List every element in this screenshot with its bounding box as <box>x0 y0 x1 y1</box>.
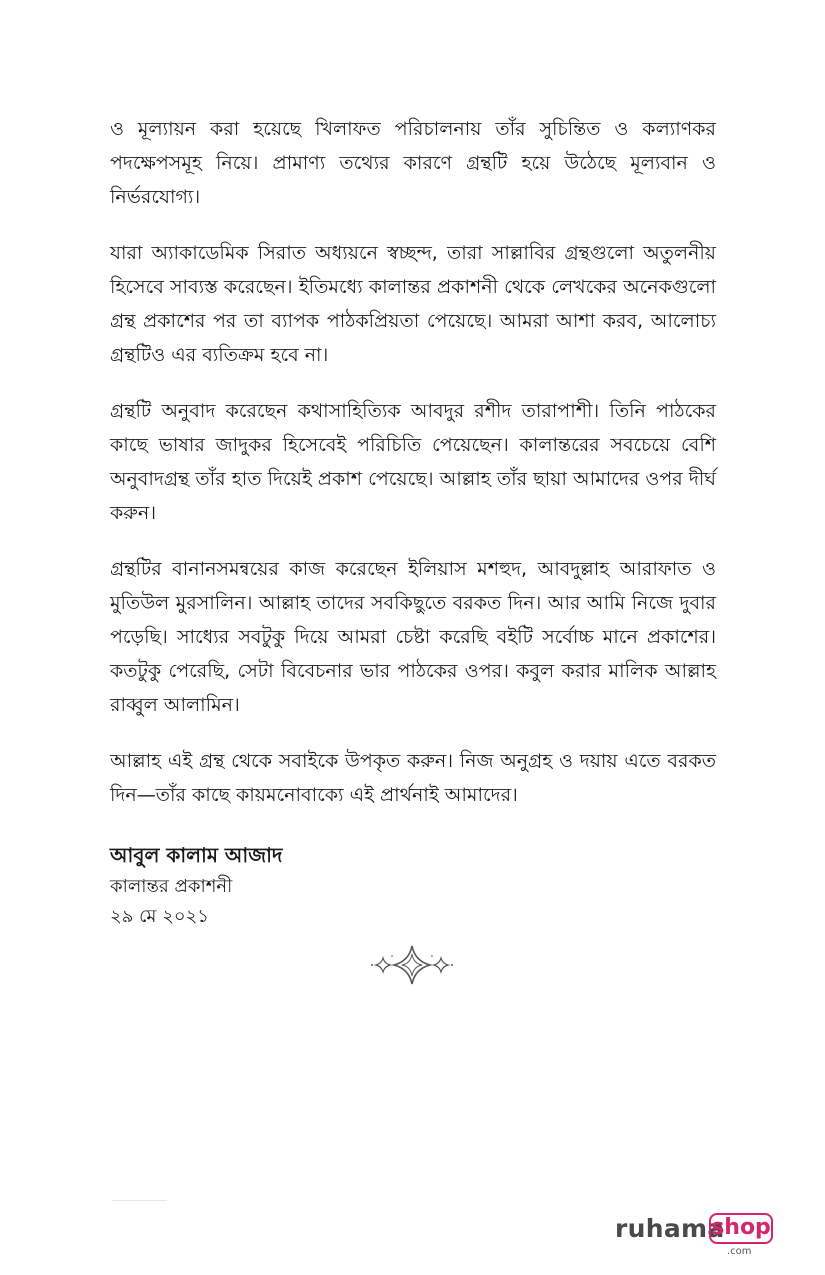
page-body <box>110 112 716 932</box>
paragraph-2: যারা অ্যাকাডেমিক সিরাত অধ্যয়নে স্বচ্ছন্দ, তারা সাল্লাবির গ্রন্থগুলো অতুলনীয় হিসেবে সাব্যস্ত করেছেন। ইতিমধ্যে কালান্তর প্রকাশনী থেকে লেখকের অনেকগুলো গ্রন্থ প্রকাশের পর তা ব্যাপক পাঠকপ্রিয়তা পেয়েছে। আমরা আশা করব, আলোচ্য গ্রন্থটিও এর ব্যতিক্রম হবে না। <box>110 242 716 366</box>
signature-block <box>110 838 716 932</box>
signature-date: ২৯ মে ২০২১ <box>110 906 209 927</box>
ruhama-shop-watermark <box>615 1213 785 1263</box>
paragraph-1: ও মূল্যায়ন করা হয়েছে খিলাফত পরিচালনায় তাঁর সুচিন্তিত ও কল্যাণকর পদক্ষেপসমূহ নিয়ে। প্রামাণ্য তথ্যের কারণে গ্রন্থটি হয়ে উঠেছে মূল্যবান ও নির্ভরযোগ্য। <box>110 118 716 208</box>
faint-divider <box>112 1200 167 1201</box>
watermark-brand-sub: .com <box>727 1246 752 1257</box>
paragraph-3: গ্রন্থটি অনুবাদ করেছেন কথাসাহিত্যিক আবদুর রশীদ তারাপাশী। তিনি পাঠকের কাছে ভাষার জাদুকর হিসেবেই পরিচিতি পেয়েছেন। কালান্তরের সবচেয়ে বেশি অনুবাদগ্রন্থ তাঁর হাত দিয়েই প্রকাশ পেয়েছে। আল্লাহ তাঁর ছায়া আমাদের ওপর দীর্ঘ করুন। <box>110 400 716 524</box>
watermark-brand-box: shop <box>709 1213 773 1244</box>
paragraph-5: আল্লাহ এই গ্রন্থ থেকে সবাইকে উপকৃত করুন। নিজ অনুগ্রহ ও দয়ায় এতে বরকত দিন—তাঁর কাছে কায়মনোবাক্যে এই প্রার্থনাই আমাদের। <box>110 750 716 806</box>
paragraph-4: গ্রন্থটির বানানসমন্বয়ের কাজ করেছেন ইলিয়াস মশহুদ, আবদুল্লাহ আরাফাত ও মুতিউল মুরসালিন। আল্লাহ তাদের সবকিছুতে বরকত দিন। আর আমি নিজে দুবার পড়েছি। সাধ্যের সবটুকু দিয়ে আমরা চেষ্টা করেছি বইটি সর্বোচ্চ মানে প্রকাশের। কতটুকু পেরেছি, সেটা বিবেচনার ভার পাঠকের ওপর। কবুল করার মালিক আল্লাহ রাব্বুল আলামিন। <box>110 558 716 716</box>
signature-name: আবুল কালাম আজাদ <box>110 843 283 867</box>
signature-publisher: কালান্তর প্রকাশনী <box>110 876 233 897</box>
watermark-brand-left: ruhama <box>615 1214 725 1243</box>
sparkle-ornament-icon <box>368 944 456 986</box>
